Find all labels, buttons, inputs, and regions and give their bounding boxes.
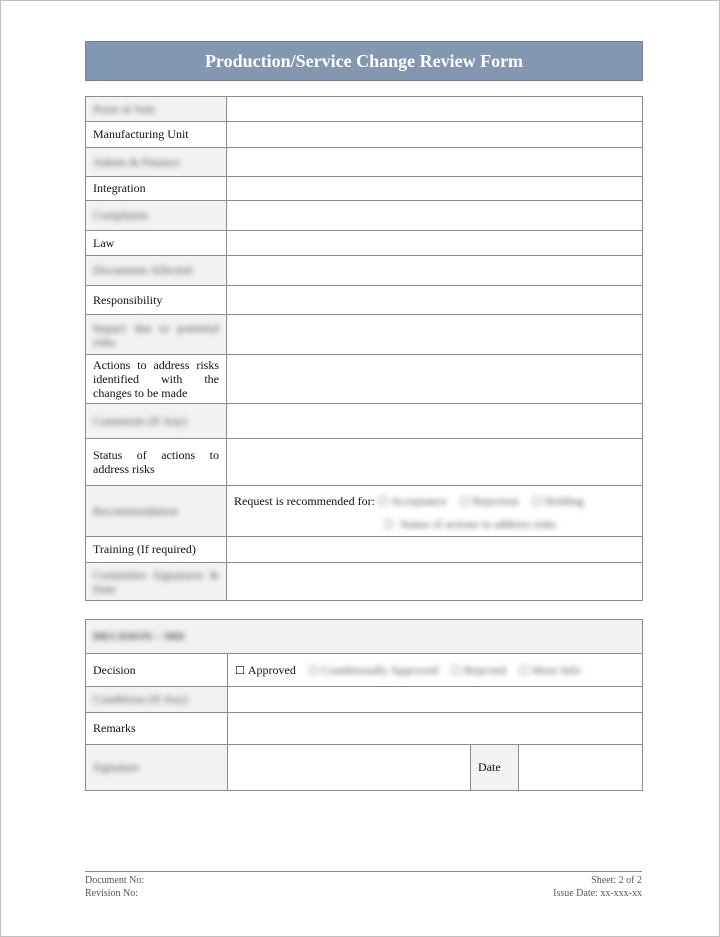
row-label: Integration [86, 177, 227, 201]
option-status-actions[interactable]: ☐ Status of actions to address risks [384, 517, 557, 531]
decision-table [85, 619, 643, 791]
value-cell[interactable] [227, 256, 643, 286]
revision-no: Revision No: [85, 888, 139, 899]
value-cell[interactable] [227, 537, 643, 563]
checkbox-icon: ☐ [308, 663, 319, 677]
checkbox-icon: ☐ [451, 663, 461, 677]
recommendation-prompt: Request is recommended for: [234, 494, 375, 508]
checkbox-icon: ☐ [235, 663, 245, 677]
option-approved[interactable]: ☐ Approved [235, 662, 296, 677]
value-cell[interactable] [227, 563, 643, 601]
value-cell[interactable] [227, 286, 643, 315]
checkbox-icon: ☐ [384, 518, 394, 531]
checkbox-icon: ☐ [531, 495, 542, 508]
checkbox-icon: ☐ [459, 495, 470, 508]
value-cell[interactable] [227, 201, 643, 231]
table-row [86, 439, 643, 486]
form-title: Production/Service Change Review Form [85, 41, 643, 81]
row-label: Point of Sale [86, 97, 227, 122]
row-label: Manufacturing Unit [86, 122, 227, 148]
row-label: Admin & Finance [86, 148, 227, 177]
issue-date: Issue Date: xx-xxx-xx [553, 888, 642, 899]
table-row [86, 256, 643, 286]
table-row [86, 620, 643, 654]
table-row [86, 745, 643, 791]
value-cell[interactable] [227, 355, 643, 404]
page-footer [85, 871, 642, 900]
signature-label: Signature [86, 745, 228, 791]
recommendation-cell [227, 486, 643, 537]
value-cell[interactable] [227, 148, 643, 177]
table-row [86, 177, 643, 201]
row-label: Comments (If Any) [86, 404, 227, 439]
table-row [86, 231, 643, 256]
document-no: Document No: [85, 875, 145, 886]
date-value[interactable] [519, 745, 643, 791]
sheet-number: Sheet: 2 of 2 [591, 875, 642, 886]
table-row [86, 654, 643, 687]
table-row [86, 486, 643, 537]
row-label: Recommendation [86, 486, 227, 537]
row-label: Actions to address risks identified with the changes to be made [86, 355, 227, 404]
value-cell[interactable] [227, 122, 643, 148]
table-row [86, 713, 643, 745]
option-rejection[interactable]: ☐ Rejection [459, 494, 519, 508]
signature-value[interactable] [228, 745, 471, 791]
row-label: Documents Affected [86, 256, 227, 286]
decision-header: DECISION – MD [86, 620, 643, 654]
row-label: Complaints [86, 201, 227, 231]
table-row [86, 315, 643, 355]
row-label: Status of actions to address risks [86, 439, 227, 486]
table-row [86, 687, 643, 713]
checkbox-icon: ☐ [377, 495, 388, 508]
remarks-label: Remarks [86, 713, 228, 745]
row-label: Committee Signatures & Date [86, 563, 227, 601]
option-conditionally-approved[interactable]: ☐ Conditionally Approved [308, 662, 439, 677]
table-row [86, 122, 643, 148]
decision-options-cell [228, 654, 643, 687]
table-row [86, 148, 643, 177]
value-cell[interactable] [227, 439, 643, 486]
decision-label: Decision [86, 654, 228, 687]
table-row [86, 97, 643, 122]
value-cell[interactable] [227, 177, 643, 201]
value-cell[interactable] [227, 231, 643, 256]
remarks-value[interactable] [228, 713, 643, 745]
value-cell[interactable] [227, 97, 643, 122]
option-acceptance[interactable]: ☐ Acceptance [377, 494, 447, 508]
option-rejected[interactable]: ☐ Rejected [451, 662, 506, 677]
table-row [86, 201, 643, 231]
table-row [86, 355, 643, 404]
option-more-info[interactable]: ☐ More Info [518, 662, 581, 677]
table-row [86, 537, 643, 563]
value-cell[interactable] [227, 315, 643, 355]
value-cell[interactable] [227, 404, 643, 439]
row-label: Impact due to potential risks [86, 315, 227, 355]
date-label: Date [471, 745, 519, 791]
table-row [86, 563, 643, 601]
conditions-label: Conditions (If Any) [86, 687, 228, 713]
review-table [85, 96, 643, 601]
table-row [86, 286, 643, 315]
checkbox-icon: ☐ [518, 663, 529, 677]
table-row [86, 404, 643, 439]
option-holding[interactable]: ☐ Holding [531, 494, 584, 508]
row-label: Law [86, 231, 227, 256]
conditions-value[interactable] [228, 687, 643, 713]
row-label: Training (If required) [86, 537, 227, 563]
row-label: Responsibility [86, 286, 227, 315]
